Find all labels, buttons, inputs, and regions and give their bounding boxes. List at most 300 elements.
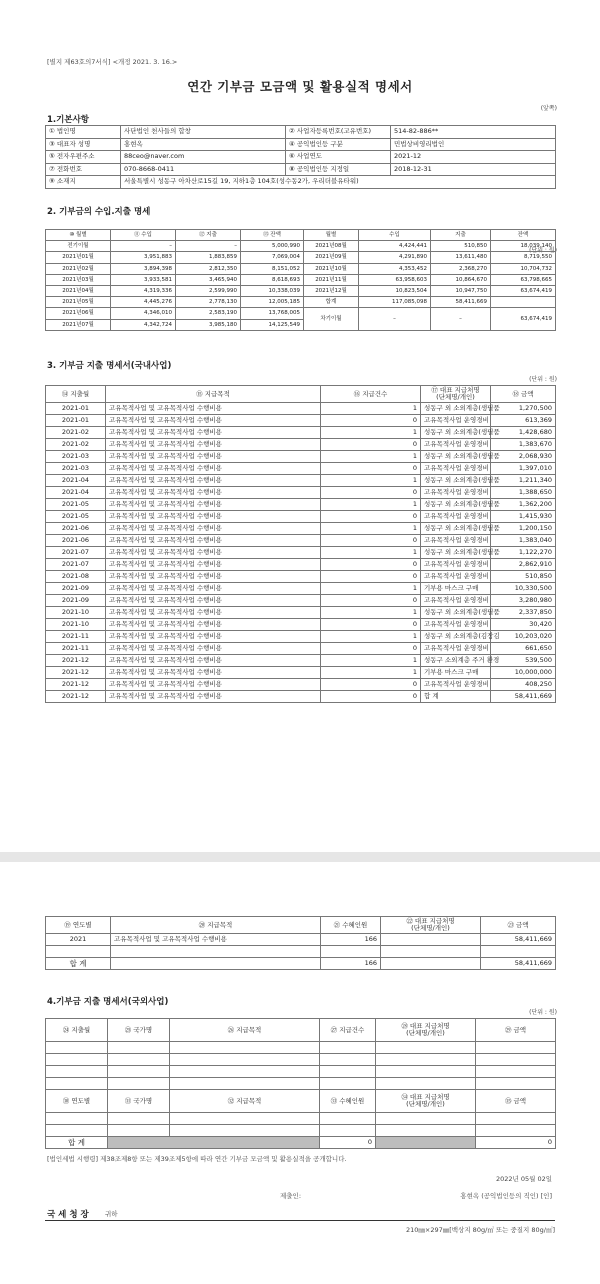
empty-row bbox=[46, 1066, 556, 1078]
table-row bbox=[46, 547, 556, 559]
monthly-row bbox=[46, 252, 556, 263]
table-cell: 2021-12 bbox=[46, 655, 106, 667]
table-cell: 1 bbox=[321, 451, 421, 463]
table-cell: 2021-07 bbox=[46, 547, 106, 559]
table-cell: 1,883,859 bbox=[176, 252, 241, 263]
table-row bbox=[46, 571, 556, 583]
info-row bbox=[46, 138, 556, 151]
table-cell: 고유목적사업 및 고유목적사업 수행비용 bbox=[111, 934, 321, 946]
table-cell bbox=[320, 1113, 376, 1125]
table-cell: 성동구 외 소외계층(생필품 bbox=[421, 475, 491, 487]
column-header: ㉝ 수혜인원 bbox=[320, 1090, 376, 1113]
table-cell: 0 bbox=[321, 511, 421, 523]
table-cell: 고유목적사업 및 고유목적사업 수행비용 bbox=[106, 547, 321, 559]
column-header: 지출 bbox=[431, 230, 491, 241]
table-cell: 2021 bbox=[46, 934, 111, 946]
table-cell bbox=[476, 1078, 556, 1090]
table-cell bbox=[320, 1042, 376, 1054]
table-cell: 고유목적사업 및 고유목적사업 수행비용 bbox=[106, 571, 321, 583]
page-gap bbox=[0, 852, 600, 862]
table-cell: 고유목적사업 및 고유목적사업 수행비용 bbox=[106, 403, 321, 415]
table-cell: 합 계 bbox=[421, 691, 491, 703]
empty-row bbox=[46, 1042, 556, 1054]
table-cell bbox=[321, 946, 381, 958]
table-row bbox=[46, 499, 556, 511]
table-cell: 고유목적사업 및 고유목적사업 수행비용 bbox=[106, 595, 321, 607]
table-cell: 0 bbox=[321, 463, 421, 475]
column-header: ㉑ 수혜인원 bbox=[321, 917, 381, 934]
table-cell bbox=[108, 1054, 170, 1066]
table-cell: 2021-04 bbox=[46, 475, 106, 487]
table-cell: 성동구 외 소외계층(생필품 bbox=[421, 427, 491, 439]
table-row bbox=[46, 631, 556, 643]
table-cell bbox=[376, 1054, 476, 1066]
table-cell: 1,211,340 bbox=[491, 475, 556, 487]
table-cell bbox=[46, 946, 111, 958]
column-header: ⑱ 금액 bbox=[491, 386, 556, 403]
info-value: 514-82-886** bbox=[391, 126, 556, 139]
table-cell bbox=[320, 1054, 376, 1066]
table-cell: 4,291,890 bbox=[359, 252, 431, 263]
table-cell: 1,415,930 bbox=[491, 511, 556, 523]
table-cell: 2021-06 bbox=[46, 523, 106, 535]
table-cell: 2021년12월 bbox=[304, 286, 359, 297]
table-row bbox=[46, 691, 556, 703]
table-cell: 4,346,010 bbox=[111, 308, 176, 319]
monthly-row bbox=[46, 263, 556, 274]
info-value: 사단법인 천사들의 합창 bbox=[121, 126, 286, 139]
page-2 bbox=[0, 862, 600, 1284]
table-cell bbox=[376, 1066, 476, 1078]
table-cell: 510,850 bbox=[431, 241, 491, 252]
table-row bbox=[46, 619, 556, 631]
table-cell: 고유목적사업 운영경비 bbox=[421, 559, 491, 571]
table-cell: 2021년02월 bbox=[46, 263, 111, 274]
table-cell: 고유목적사업 및 고유목적사업 수행비용 bbox=[106, 427, 321, 439]
table-cell: 성동구 외 소외계층(생필품 bbox=[421, 499, 491, 511]
table-cell: 0 bbox=[321, 679, 421, 691]
table-cell: 고유목적사업 및 고유목적사업 수행비용 bbox=[106, 511, 321, 523]
table-cell: 고유목적사업 운영경비 bbox=[421, 463, 491, 475]
domestic-expense-table bbox=[45, 385, 556, 703]
table-cell bbox=[476, 1125, 556, 1137]
table-cell: 4,319,336 bbox=[111, 286, 176, 297]
table-row bbox=[46, 535, 556, 547]
table-cell: 2,812,350 bbox=[176, 263, 241, 274]
table-cell: 0 bbox=[320, 1137, 376, 1149]
table-cell: 1,270,500 bbox=[491, 403, 556, 415]
table-cell bbox=[381, 958, 481, 970]
table-cell: 1,388,650 bbox=[491, 487, 556, 499]
table-cell: 10,000,000 bbox=[491, 667, 556, 679]
table-cell bbox=[46, 1125, 108, 1137]
section2-unit: (단위 : 원) bbox=[529, 247, 557, 254]
table-cell: 고유목적사업 및 고유목적사업 수행비용 bbox=[106, 499, 321, 511]
column-header: ㉖ 지급목적 bbox=[170, 1019, 320, 1042]
column-header: 월별 bbox=[304, 230, 359, 241]
section3-heading: 3. 기부금 지출 명세서(국내사업) bbox=[47, 361, 172, 371]
total-label: 합 계 bbox=[46, 1137, 108, 1149]
column-header: ㉗ 지급건수 bbox=[320, 1019, 376, 1042]
table-cell bbox=[170, 1078, 320, 1090]
table-cell: 고유목적사업 및 고유목적사업 수행비용 bbox=[106, 451, 321, 463]
column-header: ㉜ 지급목적 bbox=[170, 1090, 320, 1113]
table-cell: 3,933,581 bbox=[111, 274, 176, 285]
table-cell: 1 bbox=[321, 523, 421, 535]
table-cell: 고유목적사업 및 고유목적사업 수행비용 bbox=[106, 607, 321, 619]
table-cell: 1,397,010 bbox=[491, 463, 556, 475]
monthly-row bbox=[46, 308, 556, 319]
table-cell: 10,823,504 bbox=[359, 286, 431, 297]
summary-row bbox=[46, 934, 556, 946]
table-cell: 1,383,670 bbox=[491, 439, 556, 451]
table-cell bbox=[320, 1125, 376, 1137]
column-header: ㉟ 금액 bbox=[476, 1090, 556, 1113]
table-cell: 3,894,398 bbox=[111, 263, 176, 274]
monthly-row bbox=[46, 286, 556, 297]
table-row bbox=[46, 487, 556, 499]
table-cell: 10,947,750 bbox=[431, 286, 491, 297]
column-header: ㉔ 지출월 bbox=[46, 1019, 108, 1042]
table-cell bbox=[46, 1042, 108, 1054]
column-header: ⑫ 지출 bbox=[176, 230, 241, 241]
table-cell: 0 bbox=[321, 535, 421, 547]
table-cell: 2,337,850 bbox=[491, 607, 556, 619]
footer-rule bbox=[45, 1220, 555, 1221]
table-cell: 2021-04 bbox=[46, 487, 106, 499]
table-cell: 58,411,669 bbox=[481, 934, 556, 946]
table-cell bbox=[476, 1042, 556, 1054]
table-row bbox=[46, 655, 556, 667]
document-title: 연간 기부금 모금액 및 활용실적 명세서 bbox=[187, 79, 413, 94]
header-row bbox=[46, 1090, 556, 1113]
table-cell: 510,850 bbox=[491, 571, 556, 583]
table-cell: 고유목적사업 및 고유목적사업 수행비용 bbox=[106, 619, 321, 631]
column-header: ㉒ 대표 지급처명 (단체명/개인) bbox=[381, 917, 481, 934]
table-cell: 고유목적사업 및 고유목적사업 수행비용 bbox=[106, 679, 321, 691]
table-cell: 8,719,550 bbox=[491, 252, 556, 263]
basic-info-table bbox=[45, 125, 556, 189]
table-row bbox=[46, 463, 556, 475]
table-cell: 고유목적사업 운영경비 bbox=[421, 511, 491, 523]
table-cell bbox=[320, 1078, 376, 1090]
info-value: 홍현옥 bbox=[121, 138, 286, 151]
table-cell: 13,768,005 bbox=[241, 308, 304, 319]
table-cell: 4,353,452 bbox=[359, 263, 431, 274]
table-cell: 고유목적사업 및 고유목적사업 수행비용 bbox=[106, 523, 321, 535]
table-cell: 2021-12 bbox=[46, 679, 106, 691]
table-cell: 4,342,724 bbox=[111, 319, 176, 330]
table-cell bbox=[46, 1054, 108, 1066]
address-label: ⑨ 소재지 bbox=[46, 176, 121, 189]
table-cell: 1,200,150 bbox=[491, 523, 556, 535]
empty-row bbox=[46, 1125, 556, 1137]
table-cell: 고유목적사업 운영경비 bbox=[421, 571, 491, 583]
empty-row bbox=[46, 1054, 556, 1066]
table-cell: 2021-11 bbox=[46, 631, 106, 643]
table-cell bbox=[381, 946, 481, 958]
table-cell: 2,778,130 bbox=[176, 297, 241, 308]
law-text: [법인세법 시행령] 제38조제8항 또는 제39조제5항에 따라 연간 기부금 모금액 및 활용실적을 공개합니다. bbox=[47, 1155, 347, 1163]
table-cell bbox=[46, 1078, 108, 1090]
column-header: ㉙ 금액 bbox=[476, 1019, 556, 1042]
table-cell: 166 bbox=[321, 934, 381, 946]
table-cell: 2021-12 bbox=[46, 691, 106, 703]
table-cell: 2021-03 bbox=[46, 463, 106, 475]
table-cell: 63,674,419 bbox=[491, 286, 556, 297]
monthly-row bbox=[46, 297, 556, 308]
table-cell: 2,368,270 bbox=[431, 263, 491, 274]
table-cell: – bbox=[111, 241, 176, 252]
table-cell: 2021년05월 bbox=[46, 297, 111, 308]
table-cell bbox=[476, 1113, 556, 1125]
table-cell: 13,611,480 bbox=[431, 252, 491, 263]
table-cell: 성동구 외 소외계층(김장김 bbox=[421, 631, 491, 643]
info-label: ③ 대표자 성명 bbox=[46, 138, 121, 151]
info-label: ⑤ 전자우편주소 bbox=[46, 151, 121, 164]
table-cell: 기부용 마스크 구매 bbox=[421, 667, 491, 679]
table-cell: 고유목적사업 및 고유목적사업 수행비용 bbox=[106, 655, 321, 667]
table-row bbox=[46, 667, 556, 679]
table-cell bbox=[170, 1054, 320, 1066]
table-cell: 2021-12 bbox=[46, 667, 106, 679]
table-cell: 10,330,500 bbox=[491, 583, 556, 595]
table-cell: 2021-10 bbox=[46, 619, 106, 631]
info-label: ① 법인명 bbox=[46, 126, 121, 139]
carry-label: 차기이월 bbox=[304, 308, 359, 330]
table-cell: 2021년10월 bbox=[304, 263, 359, 274]
table-cell: 성동구 외 소외계층(생필품 bbox=[421, 523, 491, 535]
table-cell bbox=[170, 1066, 320, 1078]
table-cell: 2021-02 bbox=[46, 427, 106, 439]
column-header: ⑬ 잔액 bbox=[241, 230, 304, 241]
column-header: ㉘ 대표 지급처명 (단체명/개인) bbox=[376, 1019, 476, 1042]
table-cell: 고유목적사업 운영경비 bbox=[421, 619, 491, 631]
summary-table bbox=[45, 916, 556, 970]
form-label: [별지 제63호의7서식] <개정 2021. 3. 16.> bbox=[47, 58, 178, 66]
info-row bbox=[46, 163, 556, 176]
table-cell: 고유목적사업 운영경비 bbox=[421, 439, 491, 451]
table-cell: 고유목적사업 운영경비 bbox=[421, 643, 491, 655]
column-header: ㉚ 연도별 bbox=[46, 1090, 108, 1113]
table-cell: 고유목적사업 및 고유목적사업 수행비용 bbox=[106, 487, 321, 499]
info-row bbox=[46, 126, 556, 139]
table-cell: 성동구 외 소외계층(생필품 bbox=[421, 547, 491, 559]
table-cell: 성동구 외 소외계층(생필품 bbox=[421, 607, 491, 619]
table-cell: 고유목적사업 및 고유목적사업 수행비용 bbox=[106, 475, 321, 487]
column-header: ㉓ 금액 bbox=[481, 917, 556, 934]
header-row bbox=[46, 386, 556, 403]
table-cell: 2021년04월 bbox=[46, 286, 111, 297]
table-cell: 63,798,665 bbox=[491, 274, 556, 285]
table-row bbox=[46, 523, 556, 535]
table-cell: 2,862,910 bbox=[491, 559, 556, 571]
table-cell: 2021년08월 bbox=[304, 241, 359, 252]
table-cell: 전기이월 bbox=[46, 241, 111, 252]
section2-heading: 2. 기부금의 수입.지출 명세 bbox=[47, 207, 151, 217]
column-header: 잔액 bbox=[491, 230, 556, 241]
income-expense-table bbox=[45, 229, 556, 331]
table-cell bbox=[491, 297, 556, 308]
submitter-label: 제출인: bbox=[280, 1192, 302, 1200]
table-cell: 408,250 bbox=[491, 679, 556, 691]
monthly-row bbox=[46, 241, 556, 252]
table-cell: 2,599,990 bbox=[176, 286, 241, 297]
table-cell: 고유목적사업 및 고유목적사업 수행비용 bbox=[106, 631, 321, 643]
table-cell: 2021-05 bbox=[46, 511, 106, 523]
table-cell: 58,411,669 bbox=[481, 958, 556, 970]
table-cell: 166 bbox=[321, 958, 381, 970]
table-cell bbox=[108, 1078, 170, 1090]
table-cell: 1,428,680 bbox=[491, 427, 556, 439]
table-cell: 1 bbox=[321, 667, 421, 679]
table-cell: 1 bbox=[321, 631, 421, 643]
table-cell: 2021-08 bbox=[46, 571, 106, 583]
column-header: ⑭ 지출월 bbox=[46, 386, 106, 403]
table-cell bbox=[111, 946, 321, 958]
table-cell: 0 bbox=[321, 571, 421, 583]
table-cell: 3,465,940 bbox=[176, 274, 241, 285]
table-cell: 고유목적사업 운영경비 bbox=[421, 535, 491, 547]
table-cell: 2,583,190 bbox=[176, 308, 241, 319]
table-cell: 1 bbox=[321, 547, 421, 559]
table-cell: 8,151,052 bbox=[241, 263, 304, 274]
table-cell: 2021-10 bbox=[46, 607, 106, 619]
section3-unit: (단위 : 원) bbox=[529, 376, 557, 383]
table-cell: 58,411,669 bbox=[431, 297, 491, 308]
table-cell: 2021년09월 bbox=[304, 252, 359, 263]
table-cell: 1 bbox=[321, 655, 421, 667]
table-cell: 10,704,732 bbox=[491, 263, 556, 274]
table-cell: 10,203,020 bbox=[491, 631, 556, 643]
table-cell: 2021-01 bbox=[46, 403, 106, 415]
table-row bbox=[46, 451, 556, 463]
table-cell: 고유목적사업 및 고유목적사업 수행비용 bbox=[106, 691, 321, 703]
table-cell: 0 bbox=[321, 595, 421, 607]
table-cell: 0 bbox=[321, 487, 421, 499]
table-cell: 성동구 소외계층 주거 환경 bbox=[421, 655, 491, 667]
table-cell: 고유목적사업 및 고유목적사업 수행비용 bbox=[106, 667, 321, 679]
paper-spec: 210㎜×297㎜[백상지 80g/㎡ 또는 중질지 80g/㎡] bbox=[405, 1226, 555, 1234]
table-cell: 고유목적사업 및 고유목적사업 수행비용 bbox=[106, 583, 321, 595]
table-cell bbox=[476, 1066, 556, 1078]
table-cell bbox=[376, 1113, 476, 1125]
submission-date: 2022년 05월 02일 bbox=[495, 1175, 552, 1183]
address-value: 서울특별시 성동구 아차산로15길 19, 지하1층 104호(성수동2가, 우리더블유타워) bbox=[121, 176, 556, 189]
submitter: 홍현옥 (공익법인등의 직인) [인] bbox=[460, 1192, 552, 1200]
column-header: ⑰ 대표 지급처명 (단체명/개인) bbox=[421, 386, 491, 403]
table-row bbox=[46, 595, 556, 607]
table-cell bbox=[476, 1054, 556, 1066]
recipient: 국 세 청 장 bbox=[47, 1210, 89, 1220]
table-cell bbox=[481, 946, 556, 958]
info-label: ⑦ 전화번호 bbox=[46, 163, 121, 176]
info-label: ② 사업자등록번호(고유번호) bbox=[286, 126, 391, 139]
table-cell: 2021-09 bbox=[46, 595, 106, 607]
table-cell: 14,125,549 bbox=[241, 319, 304, 330]
info-value: 070-8668-0411 bbox=[121, 163, 286, 176]
table-cell: 합 계 bbox=[46, 958, 111, 970]
overseas-expense-table bbox=[45, 1018, 556, 1149]
table-cell bbox=[108, 1066, 170, 1078]
table-cell: 고유목적사업 및 고유목적사업 수행비용 bbox=[106, 643, 321, 655]
info-value: 민법상비영리법인 bbox=[391, 138, 556, 151]
table-cell: 1 bbox=[321, 427, 421, 439]
table-cell: 고유목적사업 운영경비 bbox=[421, 595, 491, 607]
table-cell: 2021년11월 bbox=[304, 274, 359, 285]
info-value: 2018-12-31 bbox=[391, 163, 556, 176]
table-row bbox=[46, 415, 556, 427]
table-cell: 5,000,990 bbox=[241, 241, 304, 252]
column-header: ⑳ 지급목적 bbox=[111, 917, 321, 934]
table-cell: – bbox=[359, 308, 431, 330]
table-cell: 고유목적사업 운영경비 bbox=[421, 415, 491, 427]
header-row bbox=[46, 917, 556, 934]
table-cell: 고유목적사업 및 고유목적사업 수행비용 bbox=[106, 439, 321, 451]
front-label: (앞쪽) bbox=[540, 105, 557, 112]
column-header: ㉕ 국가명 bbox=[108, 1019, 170, 1042]
column-header: ㉞ 대표 지급처명 (단체명/개인) bbox=[376, 1090, 476, 1113]
table-cell bbox=[376, 1137, 476, 1149]
section1-heading: 1.기본사항 bbox=[47, 115, 89, 125]
table-cell bbox=[108, 1137, 320, 1149]
table-cell bbox=[46, 1066, 108, 1078]
table-cell bbox=[376, 1078, 476, 1090]
table-cell bbox=[108, 1113, 170, 1125]
column-header: ㉛ 국가명 bbox=[108, 1090, 170, 1113]
table-cell: 고유목적사업 운영경비 bbox=[421, 487, 491, 499]
info-label: ⑥ 사업연도 bbox=[286, 151, 391, 164]
table-cell: 0 bbox=[321, 691, 421, 703]
table-cell: 2,068,930 bbox=[491, 451, 556, 463]
table-cell bbox=[170, 1125, 320, 1137]
table-cell: 7,069,004 bbox=[241, 252, 304, 263]
table-cell: 2021-09 bbox=[46, 583, 106, 595]
table-cell: 2021년06월 bbox=[46, 308, 111, 319]
table-cell: 성동구 외 소외계층(생필품 bbox=[421, 451, 491, 463]
table-cell: 고유목적사업 운영경비 bbox=[421, 679, 491, 691]
table-row bbox=[46, 679, 556, 691]
table-cell bbox=[170, 1113, 320, 1125]
table-row bbox=[46, 511, 556, 523]
column-header: ⑮ 지급목적 bbox=[106, 386, 321, 403]
table-cell: 1,362,200 bbox=[491, 499, 556, 511]
info-row bbox=[46, 151, 556, 164]
table-cell: 고유목적사업 및 고유목적사업 수행비용 bbox=[106, 535, 321, 547]
table-cell: 3,951,883 bbox=[111, 252, 176, 263]
table-cell: 1 bbox=[321, 583, 421, 595]
section4-heading: 4.기부금 지출 명세서(국외사업) bbox=[47, 997, 169, 1007]
column-header: ⑲ 연도별 bbox=[46, 917, 111, 934]
table-cell: 2021-06 bbox=[46, 535, 106, 547]
overseas-total-row bbox=[46, 1137, 556, 1149]
summary-total-row bbox=[46, 958, 556, 970]
table-cell: 18,039,140 bbox=[491, 241, 556, 252]
table-cell: 661,650 bbox=[491, 643, 556, 655]
section4-unit: (단위 : 원) bbox=[529, 1009, 557, 1016]
recipient-suffix: 귀하 bbox=[105, 1210, 118, 1218]
address-row bbox=[46, 176, 556, 189]
table-cell: 2021-05 bbox=[46, 499, 106, 511]
table-cell: 3,280,980 bbox=[491, 595, 556, 607]
table-cell: – bbox=[431, 308, 491, 330]
table-row bbox=[46, 475, 556, 487]
table-cell: 63,958,603 bbox=[359, 274, 431, 285]
table-cell: 1 bbox=[321, 475, 421, 487]
table-cell: 2021-02 bbox=[46, 439, 106, 451]
table-cell: 2021년01월 bbox=[46, 252, 111, 263]
table-cell: 4,424,441 bbox=[359, 241, 431, 252]
